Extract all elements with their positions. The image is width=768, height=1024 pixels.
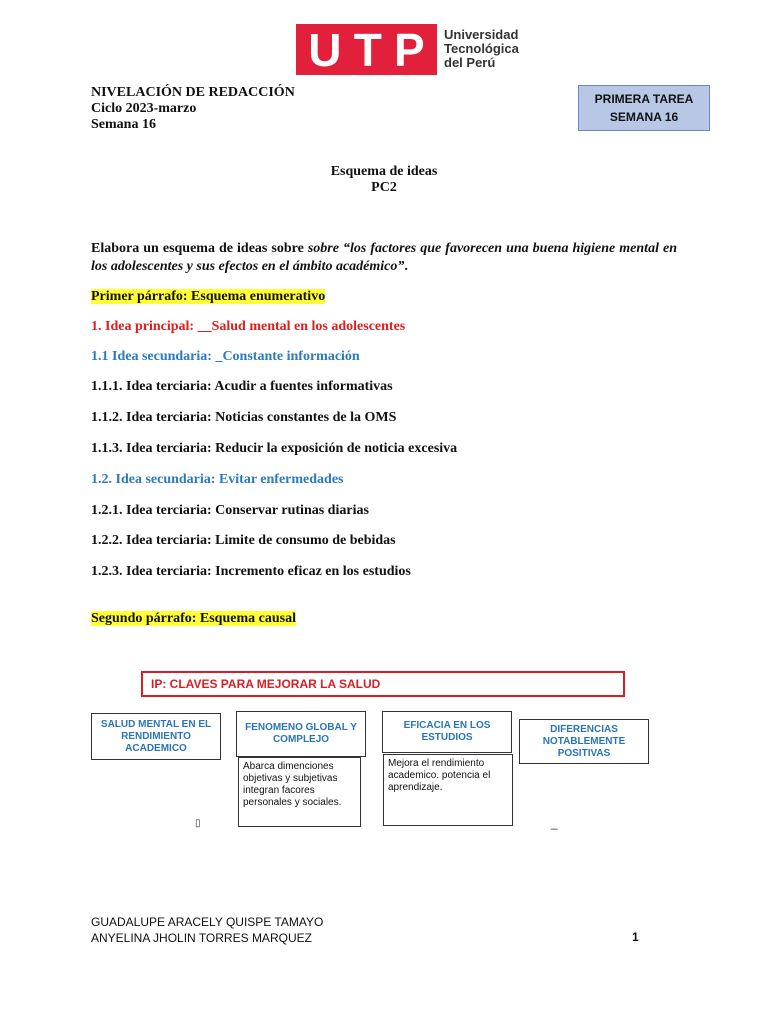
logo-university-name — [444, 28, 519, 70]
course-cycle: Ciclo 2023-marzo — [91, 101, 197, 116]
tertiary-idea-1-2-3: 1.2.3. Idea terciaria: Incremento eficaz en los estudios — [91, 564, 411, 579]
instruction-suffix: . — [404, 259, 408, 274]
page-number: 1 — [632, 930, 639, 944]
course-week: Semana 16 — [91, 117, 156, 132]
course-header — [91, 85, 295, 133]
tertiary-idea-1-2-2: 1.2.2. Idea terciaria: Limite de consumo de bebidas — [91, 533, 396, 548]
footer-authors — [91, 914, 323, 946]
footer-author-2: ANYELINA JHOLIN TORRES MARQUEZ — [91, 931, 312, 945]
heading-second-paragraph — [91, 610, 296, 628]
doc-title: Esquema de ideas — [330, 164, 438, 179]
logo-letter-t: T — [353, 23, 382, 76]
utp-logo-mark — [296, 24, 437, 75]
diagram-box-global-phenomenon: FENOMENO GLOBAL Y COMPLEJO — [236, 711, 366, 757]
course-title: NIVELACIÓN DE REDACCIÓN — [91, 85, 295, 100]
secondary-idea-2: 1.2. Idea secundaria: Evitar enfermedades — [91, 472, 344, 487]
heading-second-paragraph-text: Segundo párrafo: Esquema causal — [91, 611, 296, 626]
logo-line-1: Universidad — [444, 27, 519, 42]
heading-first-paragraph-text: Primer párrafo: Esquema enumerativo — [91, 289, 326, 304]
tertiary-idea-1-1-1: 1.1.1. Idea terciaria: Acudir a fuentes informativas — [91, 379, 393, 394]
instruction-paragraph — [91, 240, 677, 276]
diagram-detail-performance: Mejora el rendimiento academico. potencia el aprendizaje. — [383, 754, 513, 826]
diagram-box-positive-differences: DIFERENCIAS NOTABLEMENTE POSITIVAS — [519, 719, 649, 764]
diagram-main-idea-box: IP: CLAVES PARA MEJORAR LA SALUD — [141, 671, 625, 697]
footer-author-1: GUADALUPE ARACELY QUISPE TAMAYO — [91, 915, 324, 929]
instruction-prefix: Elabora un esquema de ideas sobre — [91, 241, 308, 256]
tertiary-idea-1-1-2: 1.1.2. Idea terciaria: Noticias constantes de la OMS — [91, 410, 397, 425]
logo-line-3: del Perú — [444, 55, 496, 70]
instruction-topic: sobre “los factores que favorecen una buena higiene mental en los adolescentes y sus efectos en el ámbito académico” — [91, 241, 677, 274]
task-box — [578, 85, 710, 131]
doc-subtitle: PC2 — [371, 180, 397, 195]
main-idea: 1. Idea principal: __Salud mental en los adolescentes — [91, 319, 406, 334]
diagram-box-study-efficacy: EFICACIA EN LOS ESTUDIOS — [382, 711, 512, 753]
diagram-marker-right: _ — [551, 816, 558, 830]
task-box-line-2: SEMANA 16 — [609, 110, 679, 124]
logo-line-2: Tecnológica — [444, 41, 519, 56]
tertiary-idea-1-1-3: 1.1.3. Idea terciaria: Reducir la exposición de noticia excesiva — [91, 441, 458, 456]
heading-first-paragraph — [91, 288, 325, 306]
diagram-marker-left: ▯ — [195, 818, 201, 829]
logo-letter-p: P — [394, 23, 425, 76]
diagram-box-academic-performance: SALUD MENTAL EN EL RENDIMIENTO ACADEMICO — [91, 713, 221, 760]
tertiary-idea-1-2-1: 1.2.1. Idea terciaria: Conservar rutinas diarias — [91, 503, 369, 518]
task-box-line-1: PRIMERA TAREA — [594, 92, 694, 106]
logo-letter-u: U — [308, 23, 342, 76]
diagram-detail-dimensions: Abarca dimenciones objetivas y subjetivas integran facores personales y sociales. — [238, 757, 361, 827]
secondary-idea-1: 1.1 Idea secundaria: _Constante información — [91, 349, 360, 364]
